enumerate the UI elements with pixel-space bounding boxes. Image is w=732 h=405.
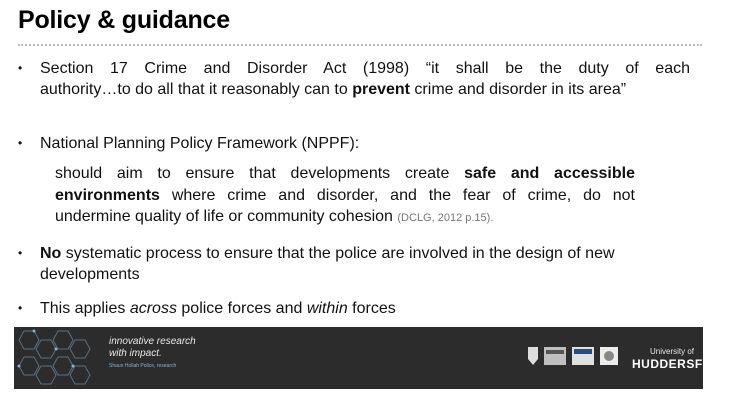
citation: (DCLG, 2012 p.15). bbox=[397, 212, 494, 224]
hexagon-pattern-icon bbox=[14, 327, 106, 389]
bullet-line: Section 17 Crime and Disorder Act (1998) “it shall be the duty of each bbox=[40, 60, 690, 77]
quote-line: should aim to ensure that developments create safe and accessible bbox=[55, 165, 635, 182]
bullet-text: National Planning Policy Framework (NPPF): bbox=[40, 135, 360, 152]
bullet-text: This applies across police forces and within forces bbox=[40, 300, 396, 317]
quote-line: undermine quality of life or community cohesion (DCLG, 2012 p.15). bbox=[55, 208, 494, 225]
emphasis-prevent: prevent bbox=[352, 81, 410, 98]
stars-logo bbox=[572, 347, 594, 365]
footer bbox=[0, 327, 732, 389]
bullet-dot: • bbox=[18, 136, 23, 150]
slide-title: Policy & guidance bbox=[18, 6, 230, 34]
title-divider bbox=[18, 44, 702, 46]
badge-logo bbox=[600, 347, 618, 365]
crest-logo bbox=[528, 347, 538, 365]
nppf-quote bbox=[55, 163, 635, 230]
university-of-label: University of bbox=[650, 347, 695, 356]
quote-line: environments where crime and disorder, and the fear of crime, do not bbox=[55, 186, 635, 204]
bullet-dot: • bbox=[18, 301, 23, 315]
tagline-line2: with impact. bbox=[109, 348, 162, 359]
footer-banner bbox=[14, 327, 732, 389]
bullet-dot: • bbox=[18, 61, 23, 75]
partner-logos bbox=[526, 345, 620, 369]
bullet-line: authority…to do all that it reasonably can to prevent crime and disorder in its area” bbox=[40, 81, 627, 98]
bullet-text: No systematic process to ensure that the police are involved in the design of new developments bbox=[40, 245, 615, 283]
university-name: HUDDERSFIELD bbox=[632, 357, 732, 371]
tagline-line1: innovative research bbox=[109, 336, 196, 347]
award-logo bbox=[544, 347, 566, 365]
tagline-small: Shaun Hollah Police, research bbox=[109, 363, 177, 369]
bullet-dot: • bbox=[18, 246, 23, 260]
